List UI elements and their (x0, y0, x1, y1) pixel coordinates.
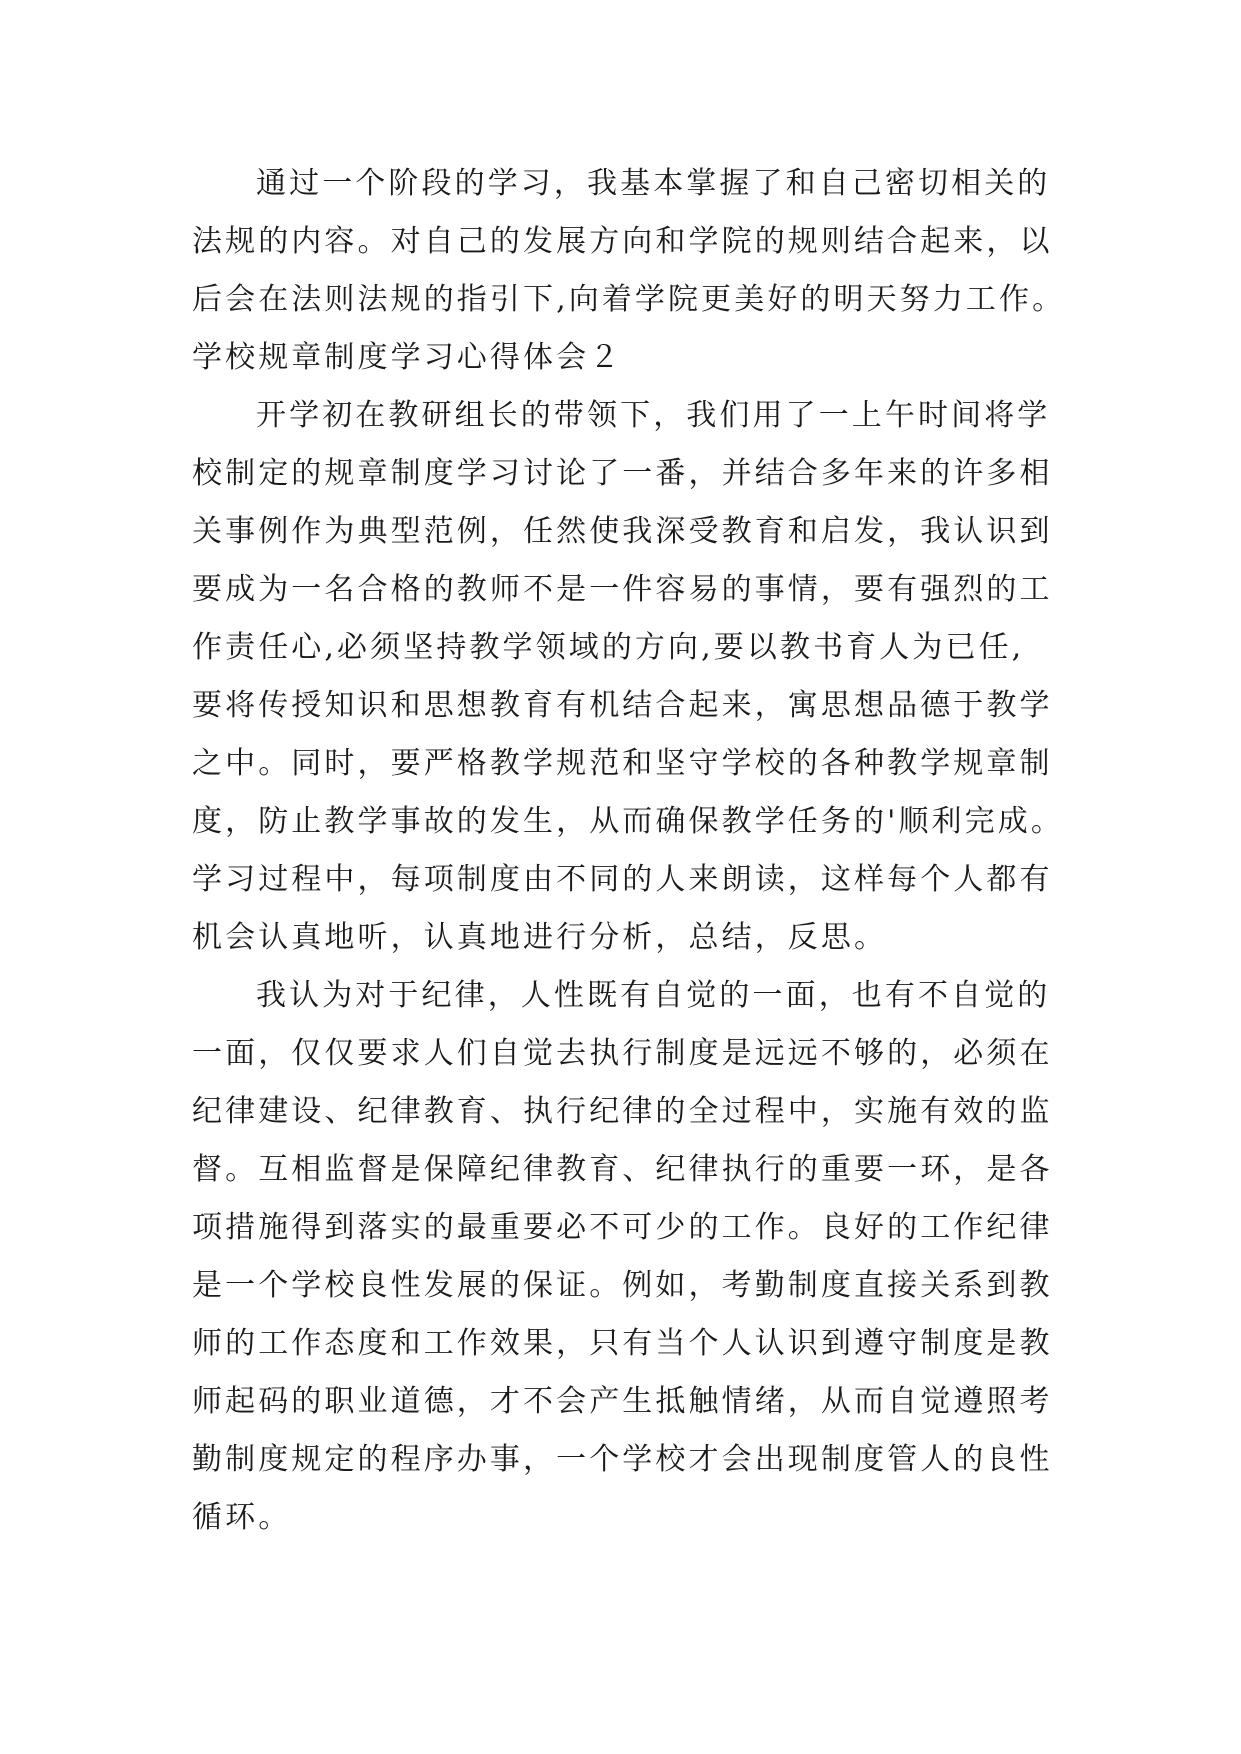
text-line: 法规的内容。对自己的发展方向和学院的规则结合起来，以 (192, 224, 1053, 259)
text-line: 开学初在教研组长的带领下，我们用了一上午时间将学 (256, 398, 1051, 433)
text-line: 之中。同时，要严格教学规范和坚守学校的各种教学规章制 (192, 746, 1053, 781)
text-line: 通过一个阶段的学习，我基本掌握了和自己密切相关的 (256, 166, 1051, 201)
text-line: 循环。 (192, 1500, 292, 1535)
text-line: 要成为一名合格的教师不是一件容易的事情，要有强烈的工 (192, 572, 1053, 607)
text-line: 纪律建设、纪律教育、执行纪律的全过程中，实施有效的监 (192, 1094, 1053, 1129)
text-line: 要将传授知识和思想教育有机结合起来，寓思想品德于教学 (192, 688, 1053, 723)
text-line: 督。互相监督是保障纪律教育、纪律执行的重要一环，是各 (192, 1152, 1053, 1187)
text-line: 我认为对于纪律，人性既有自觉的一面，也有不自觉的 (256, 978, 1051, 1013)
text-line: 后会在法则法规的指引下,向着学院更美好的明天努力工作。 (192, 282, 1066, 317)
text-line: 机会认真地听，认真地进行分析，总结，反思。 (192, 920, 888, 955)
text-line: 学习过程中，每项制度由不同的人来朗读，这样每个人都有 (192, 862, 1053, 897)
text-line: 项措施得到落实的最重要必不可少的工作。良好的工作纪律 (192, 1210, 1053, 1245)
text-line: 师起码的职业道德，才不会产生抵触情绪，从而自觉遵照考 (192, 1384, 1053, 1419)
text-line: 作责任心,必须坚持教学领域的方向,要以教书育人为已任, (192, 630, 1025, 665)
text-line: 关事例作为典型范例，任然使我深受教育和启发，我认识到 (192, 514, 1053, 549)
text-line: 一面，仅仅要求人们自觉去执行制度是远远不够的，必须在 (192, 1036, 1053, 1071)
section-heading: 学校规章制度学习心得体会２ (192, 340, 623, 375)
text-line: 是一个学校良性发展的保证。例如，考勤制度直接关系到教 (192, 1268, 1053, 1303)
text-line: 师的工作态度和工作效果，只有当个人认识到遵守制度是教 (192, 1326, 1053, 1361)
text-line: 校制定的规章制度学习讨论了一番，并结合多年来的许多相 (192, 456, 1053, 491)
text-line: 勤制度规定的程序办事，一个学校才会出现制度管人的良性 (192, 1442, 1053, 1477)
text-line: 度，防止教学事故的发生，从而确保教学任务的'顺利完成。 (192, 804, 1064, 839)
